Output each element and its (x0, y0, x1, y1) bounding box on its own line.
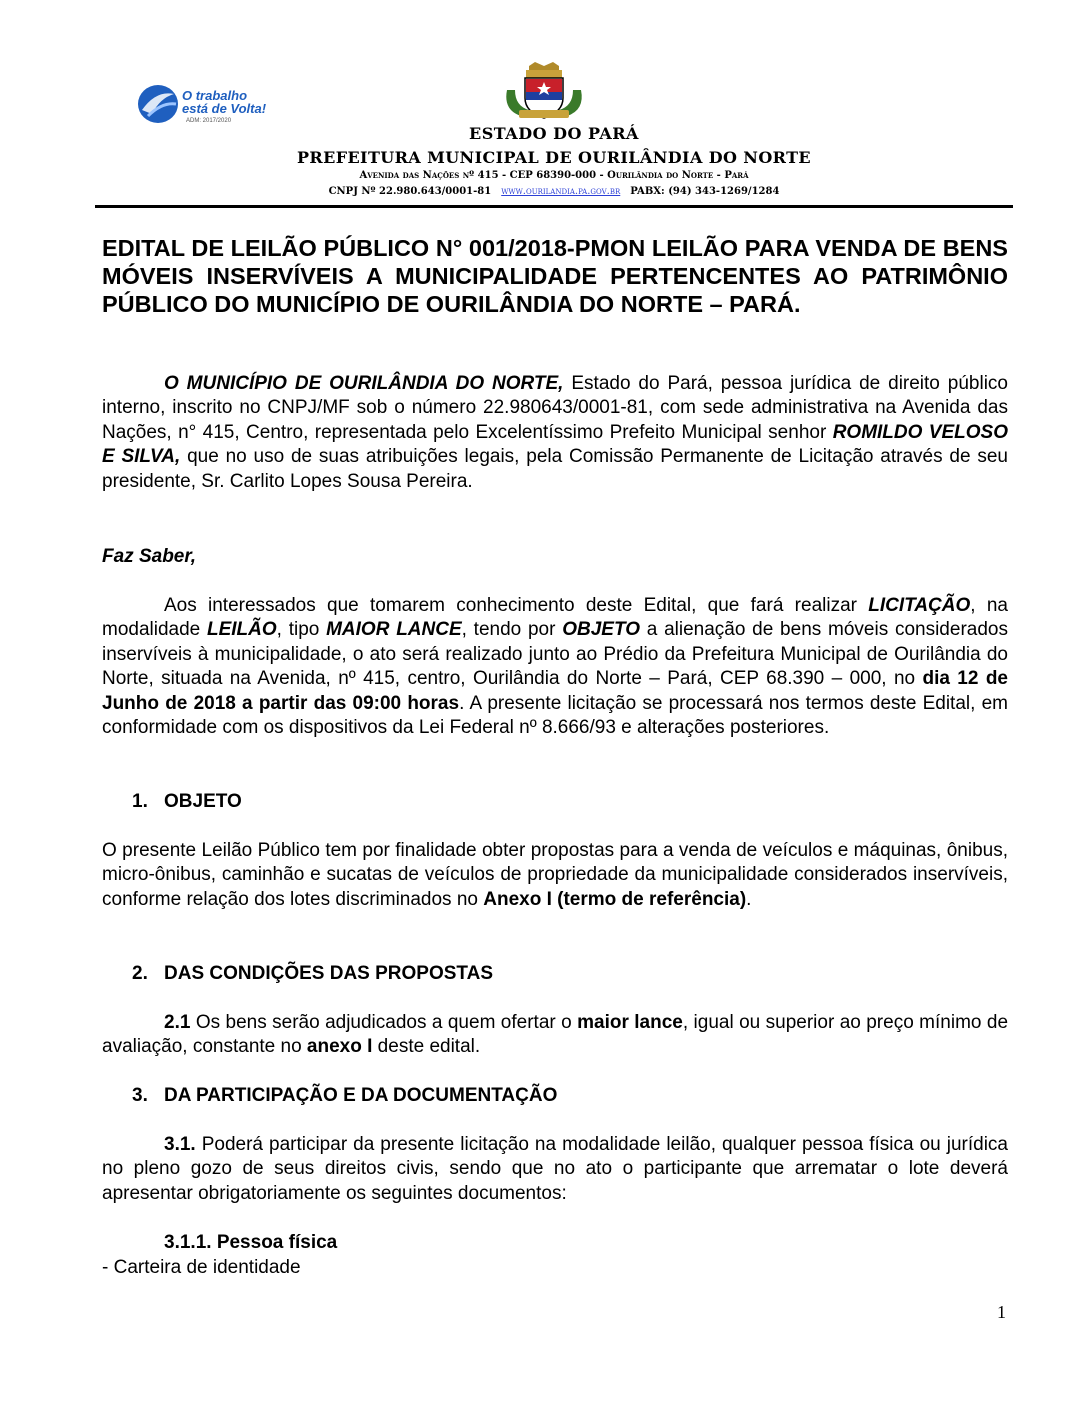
page-number: 1 (997, 1302, 1006, 1322)
campaign-logo-text-1: O trabalho (182, 88, 248, 103)
header-address: Avenida das Nações nº 415 - CEP 68390-000 - Ourilândia do Norte - Pará (359, 170, 749, 181)
auction-date: dia 12 de Junho de 2018 a partir das 09:00 horas (102, 668, 1008, 714)
section-3-paragraph: 3.1. Poderá participar da presente licitação na modalidade leilão, qualquer pessoa física ou jurídica no pleno gozo de seus direitos civis, sendo que no ato o participante que arrematar o lote deverá apresentar obrigatoriamente os seguintes documentos: (102, 1134, 1008, 1204)
header-cnpj: CNPJ Nº 22.980.643/0001-81 (328, 186, 492, 197)
header-prefecture: PREFEITURA MUNICIPAL DE OURILÂNDIA DO NORTE (296, 148, 811, 167)
notice-paragraph: Aos interessados que tomarem conhecimento deste Edital, que fará realizar LICITAÇÃO, na modalidade LEILÃO, tipo MAIOR LANCE, tendo por OBJETO a alienação de bens móveis considerados inservíveis à municipalidade, o ato será realizado junto ao Prédio da Prefeitura Municipal de Ourilândia do Norte, situada na Avenida, nº 415, centro, Ourilândia do Norte – Pará, CEP 68.390 – 000, no dia 12 de Junho de 2018 a partir das 09:00 horas. A presente licitação se processará nos termos deste Edital, em conformidade com os dispositivos da Lei Federal nº 8.666/93 e alterações posteriores. (102, 595, 1008, 739)
section-2-heading: 2. DAS CONDIÇÕES DAS PROPOSTAS (132, 963, 494, 984)
section-1-paragraph: O presente Leilão Público tem por finalidade obter propostas para a venda de veículos e máquinas, ônibus, micro-ônibus, caminhão e sucatas de veículos de propriedade da municipalidade considerados inservíveis, conforme relação dos lotes discriminados no Anexo I (termo de referência). (102, 840, 1008, 910)
header-phone: PABX: (94) 343-1269/1284 (630, 186, 780, 197)
campaign-logo-text-2: está de Volta! (182, 101, 267, 116)
campaign-logo (136, 80, 286, 126)
intro-paragraph: O MUNICÍPIO DE OURILÂNDIA DO NORTE, Estado do Pará, pessoa jurídica de direito público interno, inscrito no CNPJ/MF sob o número 22.980643/0001-81, com sede administrativa na Avenida das Nações, n° 415, Centro, representada pelo Excelentíssimo Prefeito Municipal senhor ROMILDO VELOSO E SILVA, que no uso de suas atribuições legais, pela Comissão Permanente de Licitação através de seu presidente, Sr. Carlito Lopes Sousa Pereira. (102, 373, 1008, 492)
section-2-paragraph: 2.1 Os bens serão adjudicados a quem ofertar o maior lance, igual ou superior ao preço mínimo de avaliação, constante no anexo I deste edital. (102, 1012, 1009, 1058)
document-title: EDITAL DE LEILÃO PÚBLICO N° 001/2018-PMON LEILÃO PARA VENDA DE BENS MÓVEIS INSERVÍVEIS A MUNICIPALIDADE PERTENCENTES AO PATRIMÔNIO PÚBLICO DO MUNICÍPIO DE OURILÂNDIA DO NORTE – PARÁ. (102, 235, 1008, 317)
mayor-name: ROMILDO VELOSO E SILVA, (102, 421, 1008, 468)
municipality-name: O MUNICÍPIO DE OURILÂNDIA DO NORTE, (164, 373, 564, 394)
faz-saber-heading: Faz Saber, (102, 546, 196, 567)
document-list-item: - Carteira de identidade (102, 1257, 301, 1278)
header-contact-line (95, 186, 1013, 197)
section-1-heading: 1. OBJETO (132, 791, 242, 812)
coat-of-arms-emblem (499, 60, 589, 122)
header-divider (95, 205, 1013, 208)
section-3-heading: 3. DA PARTICIPAÇÃO E DA DOCUMENTAÇÃO (132, 1085, 558, 1106)
header-state: ESTADO DO PARÁ (469, 124, 639, 143)
subsection-heading: 3.1.1. Pessoa física (164, 1232, 338, 1253)
website-link[interactable]: www.ourilandia.pa.gov.br (501, 186, 621, 197)
campaign-logo-text-3: ADM: 2017/2020 (186, 118, 232, 124)
